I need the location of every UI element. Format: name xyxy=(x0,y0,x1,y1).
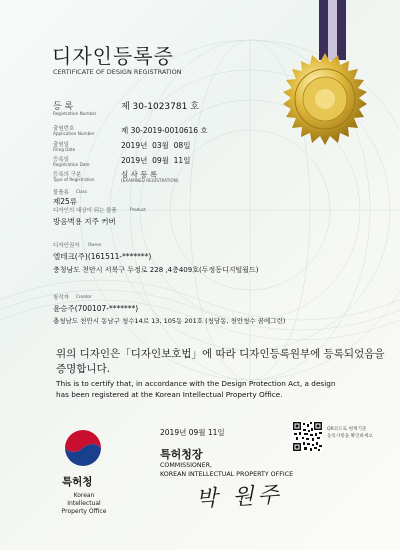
gold-seal-icon xyxy=(276,52,374,150)
filing-date-value: 2019년 03월 08일 xyxy=(121,141,191,150)
class-label-en: Class xyxy=(76,189,88,194)
filing-date-sublabel: Filing Date xyxy=(53,147,76,152)
owner-name: 엘테크(주)(161511-*******) xyxy=(53,252,152,261)
office-name-ko: 특허청 xyxy=(62,476,93,488)
filing-date-label: 출원일 xyxy=(53,142,69,148)
reg-number-value: 제 30-1023781 호 xyxy=(121,102,199,112)
statement-en-line1: This is to certify that, in accordance with the Design Protection Act, a design xyxy=(56,379,336,388)
app-number-label: 출원번호 xyxy=(53,126,75,132)
qr-note-line1: QR코드로 현재기준 xyxy=(327,427,367,432)
product-label-en: Product xyxy=(130,207,146,212)
commissioner-title-ko: 특허청장 xyxy=(160,448,203,461)
statement-ko-line2: 증명합니다. xyxy=(56,363,111,375)
reg-type-sublabel: Type of Registration xyxy=(53,177,95,182)
issue-date: 2019년 09월 11일 xyxy=(160,428,225,437)
office-name-en-line2: Property Office xyxy=(61,508,107,515)
office-name-en xyxy=(56,492,112,516)
qr-code-icon[interactable] xyxy=(292,421,323,452)
commissioner-en-line1: COMMISSIONER, xyxy=(160,462,212,469)
reg-type-label: 등록의 구분 xyxy=(53,172,82,178)
creator-label: 창작자 xyxy=(53,295,69,301)
product-name: 방음벽용 지주 커버 xyxy=(53,217,116,226)
reg-date-label: 등록일 xyxy=(53,157,69,163)
reg-date-value: 2019년 09월 11일 xyxy=(121,156,191,165)
commissioner-en-line2: KOREAN INTELLECTUAL PROPERTY OFFICE xyxy=(160,470,294,478)
reg-type-value: 심 사 등 록 xyxy=(121,170,158,179)
reg-number-sublabel: Registration Number xyxy=(53,111,97,116)
app-number-sublabel: Application Number xyxy=(53,131,95,136)
office-name-en-line1: Korean Intellectual xyxy=(67,492,101,507)
reg-type-value-en: (EXAMINED REGISTRATION) xyxy=(121,178,179,183)
class-value: 제25류 xyxy=(53,197,78,206)
ribbon-left xyxy=(319,0,328,60)
ribbon-right xyxy=(337,0,346,60)
creator-label-en: Creator xyxy=(76,294,92,299)
owner-address: 충청남도 천안시 서북구 두정로 228 ,4층409호(두정동디지털월드) xyxy=(53,266,259,274)
owner-label: 디자인권자 xyxy=(53,243,80,249)
kipo-emblem-icon xyxy=(63,428,103,468)
reg-date-sublabel: Registration Date xyxy=(53,162,90,167)
reg-number-label: 등 록 xyxy=(53,102,74,112)
creator-address: 충청남도 천안시 동남구 청수14로 13, 105동 201호 (청당동, 천안청수 꿈에그린) xyxy=(53,317,286,325)
qr-note-line2: 등록사항을 확인하세요 xyxy=(327,434,373,439)
qr-note xyxy=(327,426,373,440)
statement-en-line2: has been registered at the Korean Intellectual Property Office. xyxy=(56,390,283,399)
app-number-value: 제 30-2019-0010616 호 xyxy=(121,126,208,135)
page-title: 디자인등록증 xyxy=(52,44,174,68)
ribbon-middle xyxy=(328,0,337,60)
statement-ko-line1: 위의 디자인은「디자인보호법」에 따라 디자인등록원부에 등록되었음을 xyxy=(56,348,385,360)
page-subtitle: CERTIFICATE OF DESIGN REGISTRATION xyxy=(53,68,182,76)
class-label: 물품류 xyxy=(53,190,69,196)
owner-label-en: Owner xyxy=(88,242,102,247)
commissioner-title-en xyxy=(160,462,293,479)
statement-en xyxy=(56,378,386,400)
statement-ko xyxy=(56,347,385,377)
creator-name: 윤승주(700107-*******) xyxy=(53,304,139,313)
signature: 박 원주 xyxy=(195,482,284,513)
product-label: 디자인의 대상이 되는 물품 xyxy=(53,208,117,214)
